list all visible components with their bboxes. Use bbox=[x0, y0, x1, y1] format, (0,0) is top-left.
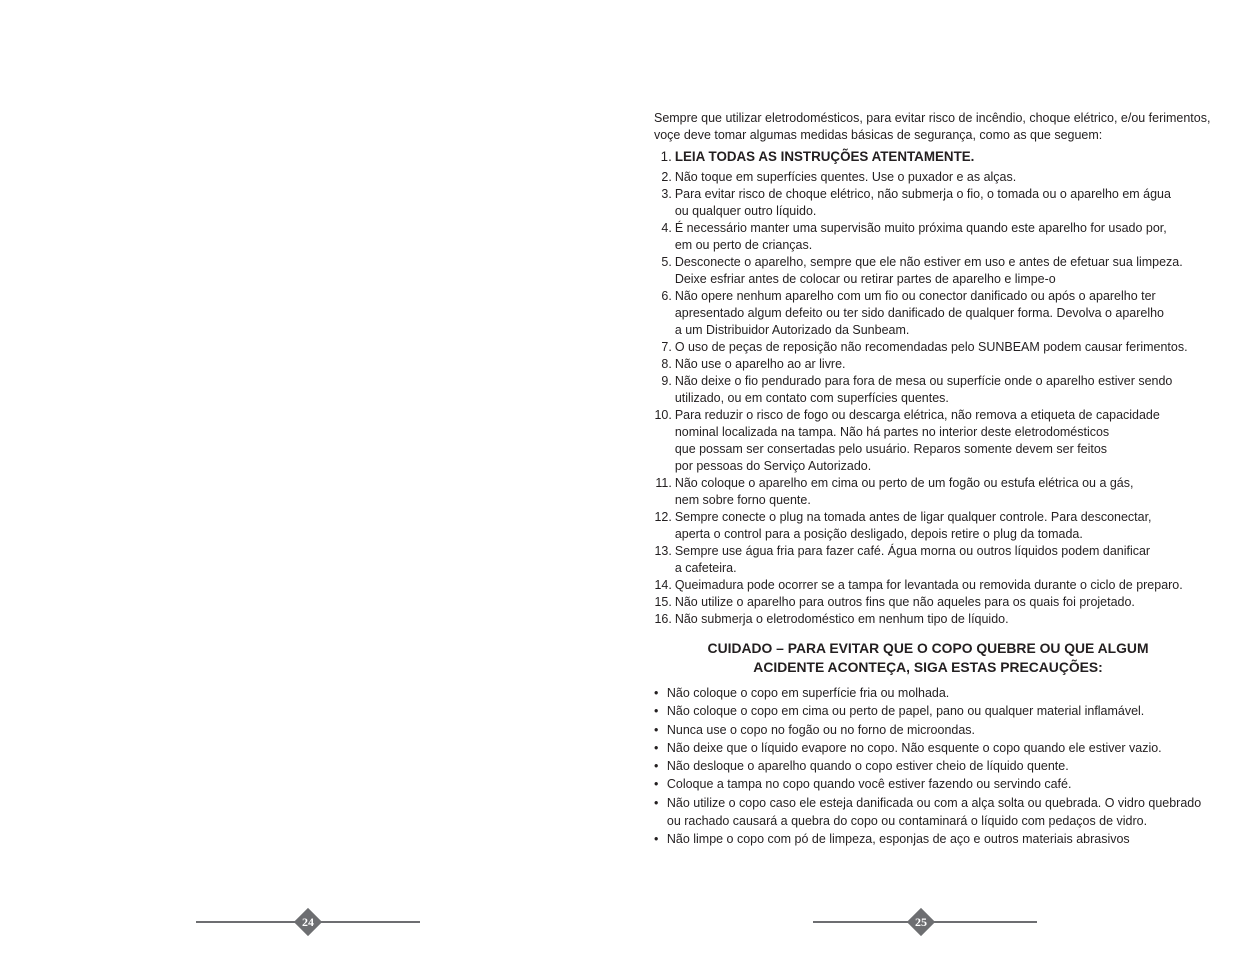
bullet-icon: • bbox=[654, 832, 659, 847]
precaution-text: Não utilize o copo caso ele esteja danificada ou com a alça solta ou quebrada. O vidro quebrado bbox=[666, 795, 1202, 810]
precaution-item bbox=[654, 721, 1210, 739]
rule-number: 5. bbox=[661, 255, 672, 269]
precaution-item bbox=[654, 775, 1210, 793]
bullet-icon: • bbox=[654, 686, 659, 700]
left-page bbox=[0, 0, 617, 954]
rule-item bbox=[654, 169, 1210, 186]
rule-text: É necessário manter uma supervisão muito próxima quando este aparelho for usado por, bbox=[674, 221, 1167, 235]
precaution-text: Coloque a tampa no copo quando você estiver fazendo ou servindo café. bbox=[666, 777, 1072, 792]
rule-item bbox=[654, 543, 1210, 577]
rule-text: em ou perto de crianças. bbox=[674, 238, 813, 252]
precaution-item bbox=[654, 757, 1210, 775]
rule-text: Não coloque o aparelho em cima ou perto de um fogão ou estufa elétrica ou a gás, bbox=[674, 476, 1134, 490]
safety-instructions bbox=[654, 110, 1210, 849]
precaution-text: Não coloque o copo em superfície fria ou molhada. bbox=[666, 686, 950, 700]
bullet-icon: • bbox=[654, 759, 659, 774]
precaution-item bbox=[654, 739, 1210, 757]
rule-item bbox=[654, 147, 1210, 167]
rule-text: LEIA TODAS AS INSTRUÇÕES ATENTAMENTE. bbox=[674, 149, 975, 164]
rule-text: Não submerja o eletrodoméstico em nenhum tipo de líquido. bbox=[674, 612, 1009, 626]
page-number: 25 bbox=[915, 915, 927, 929]
rule-number: 10. bbox=[654, 408, 672, 422]
precaution-text: Não limpe o copo com pó de limpeza, esponjas de aço e outros materiais abrasivos bbox=[666, 832, 1130, 847]
right-page bbox=[617, 0, 1235, 954]
rule-text: nem sobre forno quente. bbox=[674, 493, 811, 507]
rule-text: Queimadura pode ocorrer se a tampa for levantada ou removida durante o ciclo de preparo. bbox=[674, 578, 1183, 592]
precaution-text: Nunca use o copo no fogão ou no forno de microondas. bbox=[666, 722, 975, 737]
precautions-list bbox=[654, 684, 1210, 849]
rule-text: Sempre conecte o plug na tomada antes de ligar qualquer controle. Para desconectar, bbox=[674, 510, 1152, 524]
precaution-text: Não coloque o copo em cima ou perto de papel, pano ou qualquer material inflamável. bbox=[666, 704, 1145, 719]
safety-rules-list bbox=[654, 147, 1210, 628]
bullet-icon: • bbox=[654, 777, 659, 792]
page-number-badge bbox=[907, 908, 935, 936]
rule-item bbox=[654, 407, 1210, 475]
rule-number: 3. bbox=[661, 187, 672, 201]
rule-item bbox=[654, 339, 1210, 356]
rule-text: Para evitar risco de choque elétrico, não submerja o fio, o tomada ou o aparelho em água bbox=[674, 187, 1171, 201]
bullet-icon: • bbox=[654, 722, 659, 737]
precaution-text: ou rachado causará a quebra do copo ou contaminará o líquido com pedaços de vidro. bbox=[666, 814, 1148, 829]
rule-text: por pessoas do Serviço Autorizado. bbox=[674, 459, 872, 473]
rule-text: Sempre use água fria para fazer café. Água morna ou outros líquidos podem danificar bbox=[674, 544, 1151, 558]
rule-item bbox=[654, 594, 1210, 611]
intro-line: Sempre que utilizar eletrodomésticos, para evitar risco de incêndio, choque elétrico, e/ou ferimentos, bbox=[654, 111, 1211, 125]
rule-number: 13. bbox=[654, 544, 672, 558]
page-footer-left bbox=[196, 908, 420, 936]
rule-number: 11. bbox=[655, 476, 672, 490]
rule-item bbox=[654, 373, 1210, 407]
rule-text: nominal localizada na tampa. Não há partes no interior deste eletrodomésticos bbox=[674, 425, 1110, 439]
rule-text: apresentado algum defeito ou ter sido danificado de qualquer forma. Devolva o aparelho bbox=[674, 306, 1165, 320]
precaution-text: Não deixe que o líquido evapore no copo. Não esquente o copo quando ele estiver vazio. bbox=[666, 740, 1162, 755]
caution-heading bbox=[654, 639, 1210, 677]
rule-item bbox=[654, 577, 1210, 594]
precaution-item bbox=[654, 684, 1210, 702]
rule-number: 7. bbox=[661, 340, 672, 354]
rule-number: 14. bbox=[654, 578, 672, 592]
rule-item bbox=[654, 254, 1210, 288]
rule-number: 4. bbox=[661, 221, 672, 235]
rule-item bbox=[654, 356, 1210, 373]
precaution-item bbox=[654, 830, 1210, 848]
rule-number: 8. bbox=[661, 357, 672, 371]
precaution-item bbox=[654, 702, 1210, 720]
rule-text: Desconecte o aparelho, sempre que ele não estiver em uso e antes de efetuar sua limpeza. bbox=[674, 255, 1183, 269]
precaution-text: Não desloque o aparelho quando o copo estiver cheio de líquido quente. bbox=[666, 759, 1069, 774]
rule-item bbox=[654, 509, 1210, 543]
rule-text: a um Distribuidor Autorizado da Sunbeam. bbox=[674, 323, 910, 337]
caution-heading-line: ACIDENTE ACONTEÇA, SIGA ESTAS PRECAUÇÕES: bbox=[753, 659, 1103, 675]
caution-heading-line: CUIDADO – PARA EVITAR QUE O COPO QUEBRE OU QUE ALGUM bbox=[707, 640, 1149, 656]
rule-text: O uso de peças de reposição não recomendadas pelo SUNBEAM podem causar ferimentos. bbox=[674, 340, 1188, 354]
bullet-icon: • bbox=[654, 795, 659, 810]
rule-number: 9. bbox=[661, 374, 672, 388]
rule-text: Deixe esfriar antes de colocar ou retirar partes de aparelho e limpe-o bbox=[674, 272, 1056, 286]
rule-number: 16. bbox=[654, 612, 672, 626]
rule-text: Não use o aparelho ao ar livre. bbox=[674, 357, 846, 371]
rule-item bbox=[654, 475, 1210, 509]
rule-text: Não opere nenhum aparelho com um fio ou conector danificado ou após o aparelho ter bbox=[674, 289, 1156, 303]
rule-text: ou qualquer outro líquido. bbox=[674, 204, 817, 218]
rule-number: 2. bbox=[661, 170, 672, 184]
rule-number: 1. bbox=[660, 149, 672, 164]
bullet-icon: • bbox=[654, 740, 659, 755]
rule-text: aperta o control para a posição desligado, depois retire o plug da tomada. bbox=[674, 527, 1083, 541]
intro-paragraph bbox=[654, 110, 1210, 144]
rule-text: Não utilize o aparelho para outros fins que não aqueles para os quais foi projetado. bbox=[674, 595, 1135, 609]
rule-text: utilizado, ou em contato com superfícies quentes. bbox=[674, 391, 949, 405]
bullet-icon: • bbox=[654, 704, 659, 719]
page-number: 24 bbox=[302, 915, 314, 929]
page-footer-right bbox=[813, 908, 1037, 936]
rule-text: Para reduzir o risco de fogo ou descarga elétrica, não remova a etiqueta de capacidade bbox=[674, 408, 1160, 422]
precaution-item bbox=[654, 794, 1210, 831]
rule-item bbox=[654, 288, 1210, 339]
rule-text: Não toque em superfícies quentes. Use o puxador e as alças. bbox=[674, 170, 1017, 184]
rule-item bbox=[654, 611, 1210, 628]
rule-number: 15. bbox=[654, 595, 672, 609]
intro-line: voçe deve tomar algumas medidas básicas de segurança, como as que seguem: bbox=[654, 128, 1103, 142]
rule-number: 6. bbox=[661, 289, 672, 303]
rule-text: a cafeteira. bbox=[674, 561, 737, 575]
rule-number: 12. bbox=[654, 510, 672, 524]
rule-text: Não deixe o fio pendurado para fora de mesa ou superfície onde o aparelho estiver sendo bbox=[674, 374, 1173, 388]
rule-item bbox=[654, 186, 1210, 220]
rule-text: que possam ser consertadas pelo usuário. Reparos somente devem ser feitos bbox=[674, 442, 1108, 456]
rule-item bbox=[654, 220, 1210, 254]
page-number-badge bbox=[294, 908, 322, 936]
